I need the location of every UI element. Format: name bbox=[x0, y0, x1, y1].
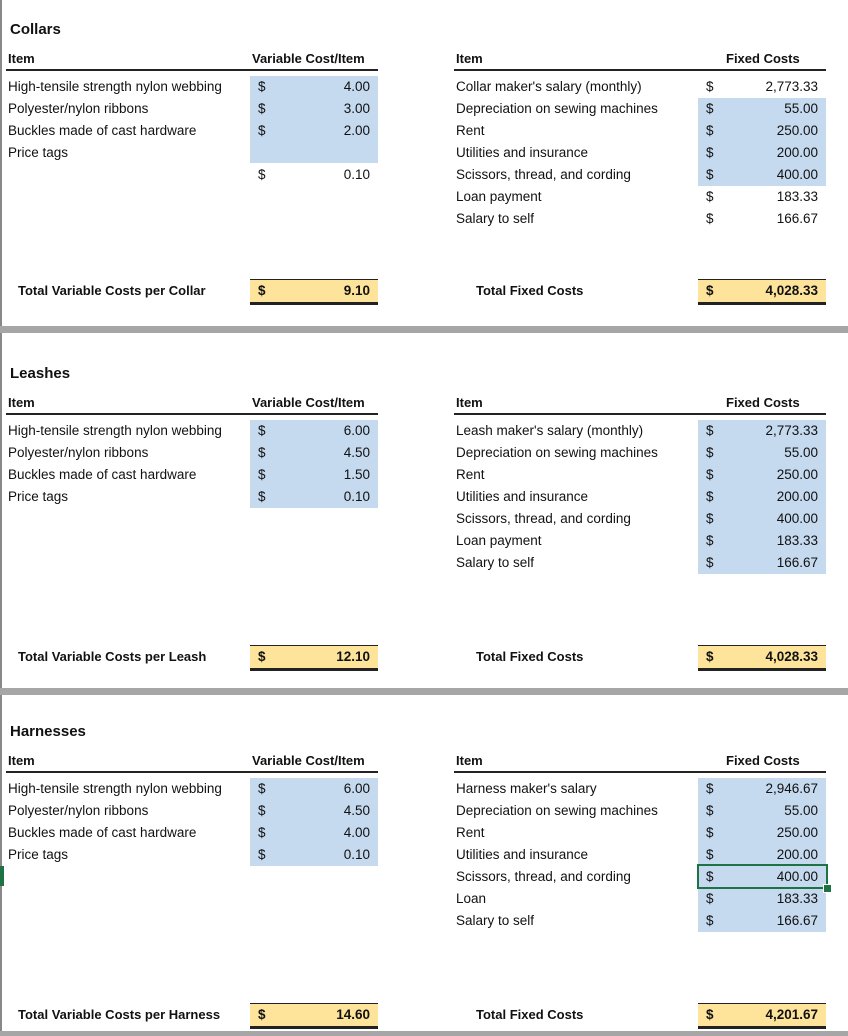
var-item-label[interactable]: Polyester/nylon ribbons bbox=[8, 445, 149, 460]
selected-cell[interactable] bbox=[697, 864, 828, 889]
fix-item-cur[interactable]: $ bbox=[706, 869, 714, 884]
total-var-rule-bottom bbox=[250, 302, 378, 305]
fix-header-item: Item bbox=[456, 395, 483, 410]
var-item-label[interactable]: High-tensile strength nylon webbing bbox=[8, 423, 222, 438]
fix-item-value[interactable]: 183.33 bbox=[776, 189, 818, 204]
fix-item-value[interactable]: 183.33 bbox=[776, 891, 818, 906]
var-item-label[interactable]: Buckles made of cast hardware bbox=[8, 467, 197, 482]
section-title: Leashes bbox=[10, 365, 71, 382]
fix-header-item: Item bbox=[456, 753, 483, 768]
fix-item-label[interactable]: Rent bbox=[456, 467, 485, 482]
fix-item-label[interactable]: Salary to self bbox=[456, 555, 535, 570]
total-fix-rule-bottom bbox=[698, 1026, 826, 1029]
total-fix-label: Total Fixed Costs bbox=[476, 1007, 584, 1022]
fix-item-cur[interactable]: $ bbox=[706, 913, 714, 928]
var-item-label[interactable]: Price tags bbox=[8, 489, 69, 504]
fix-item-label[interactable]: Collar maker's salary (monthly) bbox=[456, 79, 642, 94]
fix-item-label[interactable]: Scissors, thread, and cording bbox=[456, 167, 631, 182]
var-item-label[interactable]: Price tags bbox=[8, 145, 69, 160]
fix-header-cost: Fixed Costs bbox=[726, 753, 800, 768]
fix-item-label[interactable]: Utilities and insurance bbox=[456, 145, 589, 160]
section-title: Collars bbox=[10, 21, 61, 38]
fix-item-value[interactable]: 166.67 bbox=[776, 913, 818, 928]
total-fix-value[interactable]: 4,028.33 bbox=[765, 283, 818, 298]
var-item-value[interactable]: 6.00 bbox=[343, 423, 370, 438]
var-item-value[interactable] bbox=[300, 142, 370, 164]
fix-item-cur[interactable]: $ bbox=[706, 123, 714, 138]
var-item-label[interactable]: Polyester/nylon ribbons bbox=[8, 101, 149, 116]
var-item-value[interactable]: 4.50 bbox=[343, 445, 370, 460]
fix-header-rule bbox=[454, 771, 826, 773]
var-item-cur[interactable]: $ bbox=[258, 489, 266, 504]
var-item-value[interactable]: 4.00 bbox=[343, 825, 370, 840]
fix-item-label[interactable]: Depreciation on sewing machines bbox=[456, 803, 658, 818]
var-item-label[interactable]: High-tensile strength nylon webbing bbox=[8, 781, 222, 796]
total-var-label: Total Variable Costs per Leash bbox=[18, 649, 207, 664]
fix-item-value[interactable]: 166.67 bbox=[776, 555, 818, 570]
fix-item-cur[interactable]: $ bbox=[706, 211, 714, 226]
total-fix-rule-bottom bbox=[698, 668, 826, 671]
total-var-label: Total Variable Costs per Collar bbox=[18, 283, 206, 298]
fix-item-value[interactable]: 200.00 bbox=[776, 145, 818, 160]
fix-item-value[interactable]: 55.00 bbox=[784, 445, 818, 460]
fix-header-rule bbox=[454, 69, 826, 71]
fix-header-cost: Fixed Costs bbox=[726, 395, 800, 410]
active-row-marker bbox=[0, 866, 4, 886]
fix-item-label[interactable]: Salary to self bbox=[456, 913, 535, 928]
fix-item-value[interactable]: 400.00 bbox=[776, 869, 818, 884]
fix-item-cur[interactable]: $ bbox=[706, 781, 714, 796]
fix-item-value[interactable]: 2,773.33 bbox=[765, 423, 818, 438]
fix-header-cost: Fixed Costs bbox=[726, 51, 800, 66]
var-item-value[interactable]: 4.50 bbox=[343, 803, 370, 818]
total-fix-label: Total Fixed Costs bbox=[476, 283, 584, 298]
var-item-value[interactable]: 0.10 bbox=[343, 847, 370, 862]
total-fix-value[interactable]: 4,201.67 bbox=[765, 1007, 818, 1022]
fix-item-value[interactable]: 55.00 bbox=[784, 803, 818, 818]
var-item-value[interactable]: 1.50 bbox=[343, 467, 370, 482]
fix-item-value[interactable]: 55.00 bbox=[784, 101, 818, 116]
total-fix-cur[interactable]: $ bbox=[706, 283, 714, 298]
fix-item-value[interactable]: 2,773.33 bbox=[765, 79, 818, 94]
fix-item-label[interactable]: Leash maker's salary (monthly) bbox=[456, 423, 644, 438]
fix-item-value[interactable]: 400.00 bbox=[776, 167, 818, 182]
var-item-cur[interactable]: $ bbox=[258, 167, 266, 182]
fix-item-value[interactable]: 166.67 bbox=[776, 211, 818, 226]
fix-item-cur[interactable]: $ bbox=[706, 847, 714, 862]
fix-item-value[interactable]: 250.00 bbox=[776, 123, 818, 138]
fix-item-cur[interactable]: $ bbox=[706, 445, 714, 460]
var-header-item: Item bbox=[8, 395, 35, 410]
fix-item-label[interactable]: Loan payment bbox=[456, 189, 542, 204]
fix-item-cur[interactable]: $ bbox=[706, 511, 714, 526]
var-item-cur[interactable]: $ bbox=[258, 467, 266, 482]
var-header-item: Item bbox=[8, 51, 35, 66]
total-var-rule-bottom bbox=[250, 1026, 378, 1029]
section-title: Harnesses bbox=[10, 723, 86, 740]
fix-item-label[interactable]: Utilities and insurance bbox=[456, 847, 589, 862]
fix-item-cur[interactable]: $ bbox=[706, 489, 714, 504]
fix-item-cur[interactable]: $ bbox=[706, 145, 714, 160]
total-fix-cur[interactable]: $ bbox=[706, 1007, 714, 1022]
var-item-value[interactable]: 4.00 bbox=[343, 79, 370, 94]
fix-item-label[interactable]: Depreciation on sewing machines bbox=[456, 101, 658, 116]
fix-item-cur[interactable]: $ bbox=[706, 189, 714, 204]
var-item-label[interactable]: High-tensile strength nylon webbing bbox=[8, 79, 222, 94]
var-header-rule bbox=[6, 771, 378, 773]
section-separator bbox=[0, 326, 848, 333]
section-separator bbox=[0, 688, 848, 695]
fix-item-label[interactable]: Rent bbox=[456, 825, 485, 840]
var-item-label[interactable]: Buckles made of cast hardware bbox=[8, 123, 197, 138]
total-var-cur[interactable]: $ bbox=[258, 649, 266, 664]
fix-item-cur[interactable]: $ bbox=[706, 803, 714, 818]
var-item-value[interactable]: 2.00 bbox=[343, 123, 370, 138]
total-fix-value[interactable]: 4,028.33 bbox=[765, 649, 818, 664]
var-item-value[interactable]: 6.00 bbox=[343, 781, 370, 796]
fix-item-cur[interactable]: $ bbox=[706, 423, 714, 438]
fix-header-rule bbox=[454, 413, 826, 415]
total-fix-label: Total Fixed Costs bbox=[476, 649, 584, 664]
var-header-rule bbox=[6, 69, 378, 71]
fix-item-label[interactable]: Scissors, thread, and cording bbox=[456, 869, 631, 884]
total-fix-cur[interactable]: $ bbox=[706, 649, 714, 664]
var-item-cur[interactable]: $ bbox=[258, 825, 266, 840]
fix-item-label[interactable]: Depreciation on sewing machines bbox=[456, 445, 658, 460]
total-var-cur[interactable]: $ bbox=[258, 1007, 266, 1022]
fix-item-cur[interactable]: $ bbox=[706, 167, 714, 182]
var-item-value[interactable]: 0.10 bbox=[343, 489, 370, 504]
fix-item-cur[interactable]: $ bbox=[706, 891, 714, 906]
var-item-label[interactable]: Price tags bbox=[8, 847, 69, 862]
fix-item-value[interactable]: 183.33 bbox=[776, 533, 818, 548]
var-header-item: Item bbox=[8, 753, 35, 768]
fix-item-cur[interactable]: $ bbox=[706, 533, 714, 548]
fix-item-label[interactable]: Rent bbox=[456, 123, 485, 138]
fix-item-label[interactable]: Loan bbox=[456, 891, 487, 906]
fix-item-value[interactable]: 250.00 bbox=[776, 467, 818, 482]
var-item-value[interactable]: 3.00 bbox=[343, 101, 370, 116]
bottom-separator bbox=[0, 1031, 848, 1036]
total-var-value[interactable]: 9.10 bbox=[343, 283, 370, 298]
total-fix-rule-bottom bbox=[698, 302, 826, 305]
total-var-label: Total Variable Costs per Harness bbox=[18, 1007, 221, 1022]
var-item-cur[interactable]: $ bbox=[258, 123, 266, 138]
total-var-value[interactable]: 14.60 bbox=[336, 1007, 370, 1022]
fix-item-label[interactable]: Scissors, thread, and cording bbox=[456, 511, 631, 526]
var-item-cur[interactable]: $ bbox=[258, 79, 266, 94]
total-var-rule-bottom bbox=[250, 668, 378, 671]
fix-item-cur[interactable]: $ bbox=[706, 467, 714, 482]
var-item-cur[interactable]: $ bbox=[258, 101, 266, 116]
fix-item-value[interactable]: 200.00 bbox=[776, 847, 818, 862]
fix-item-label[interactable]: Utilities and insurance bbox=[456, 489, 589, 504]
fix-item-cur[interactable]: $ bbox=[706, 79, 714, 94]
var-item-value[interactable]: 0.10 bbox=[343, 167, 370, 182]
total-var-value[interactable]: 12.10 bbox=[336, 649, 370, 664]
var-header-rule bbox=[6, 413, 378, 415]
fix-item-cur[interactable]: $ bbox=[706, 101, 714, 116]
total-var-cur[interactable]: $ bbox=[258, 283, 266, 298]
var-header-cost: Variable Cost/Item bbox=[252, 51, 365, 66]
fix-item-value[interactable]: 200.00 bbox=[776, 489, 818, 504]
var-item-label[interactable]: Buckles made of cast hardware bbox=[8, 825, 197, 840]
fix-item-label[interactable]: Harness maker's salary bbox=[456, 781, 597, 796]
var-item-cur[interactable]: $ bbox=[258, 423, 266, 438]
fix-item-value[interactable]: 400.00 bbox=[776, 511, 818, 526]
var-header-cost: Variable Cost/Item bbox=[252, 753, 365, 768]
fix-header-item: Item bbox=[456, 51, 483, 66]
fix-item-cur[interactable]: $ bbox=[706, 825, 714, 840]
fix-item-label[interactable]: Salary to self bbox=[456, 211, 535, 226]
fill-handle[interactable] bbox=[823, 884, 832, 893]
fix-item-value[interactable]: 250.00 bbox=[776, 825, 818, 840]
fix-item-cur[interactable]: $ bbox=[706, 555, 714, 570]
var-item-cur[interactable]: $ bbox=[258, 847, 266, 862]
var-item-cur[interactable]: $ bbox=[258, 803, 266, 818]
fix-item-value[interactable]: 2,946.67 bbox=[765, 781, 818, 796]
var-item-cur[interactable]: $ bbox=[258, 445, 266, 460]
fix-item-label[interactable]: Loan payment bbox=[456, 533, 542, 548]
var-item-cur[interactable]: $ bbox=[258, 781, 266, 796]
var-header-cost: Variable Cost/Item bbox=[252, 395, 365, 410]
var-item-label[interactable]: Polyester/nylon ribbons bbox=[8, 803, 149, 818]
